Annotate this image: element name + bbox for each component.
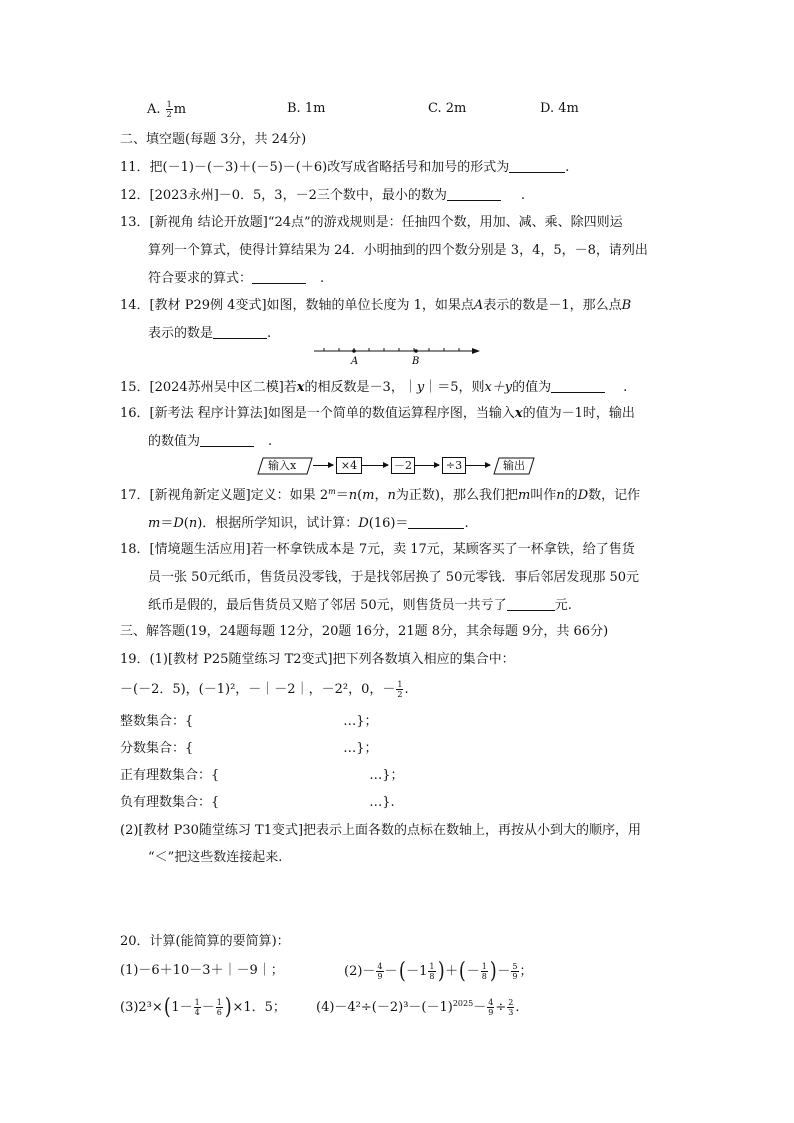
section-2-title: 二、填空题(每题 3分，共 24分) <box>120 132 307 147</box>
flow-arrow <box>415 465 439 466</box>
fraction: $\frac{5}{9}$ <box>512 962 518 981</box>
flow-step-subtract: －2 <box>391 457 415 474</box>
question-13-line-1: 13．[新视角 结论开放题]“24点”的游戏规则是：任抽四个数，用加、减、乘、除四则运 <box>120 215 623 230</box>
set-negative-rationals: 负有理数集合：{ …}. <box>120 795 395 810</box>
question-13-line-3: 符合要求的算式： . <box>148 271 325 286</box>
section-3-title: 三、解答题(19，24题每题 12分，20题 16分，21题 8分，其余每题 9分，共 66分) <box>120 624 609 639</box>
question-20-title: 20．计算(能简算的要简算)： <box>120 934 290 949</box>
question-18-line-3: 纸币是假的，最后售货员又赔了邻居 50元，则售货员一共亏了 元. <box>148 598 572 613</box>
set-fractions: 分数集合：{ …}； <box>120 741 378 756</box>
point-a-label: A <box>351 356 359 367</box>
flow-step-multiply: ×4 <box>336 457 362 474</box>
question-12: 12．[2023永州]－0．5，3，－2三个数中，最小的数为 . <box>120 188 525 203</box>
question-14-line-2: 表示的数是 . <box>148 326 272 341</box>
answer-blank[interactable] <box>447 186 501 201</box>
flow-step-divide: ÷3 <box>442 457 466 474</box>
answer-blank[interactable] <box>509 158 565 173</box>
question-20-1: (1)－6＋10－3＋｜－9｜； <box>120 963 284 978</box>
set-positive-rationals: 正有理数集合：{ …}； <box>120 768 404 783</box>
fraction: $\frac{1}{8}$ <box>481 962 487 981</box>
fraction: $\frac{2}{3}$ <box>508 998 514 1017</box>
question-20-3: (3)2³×(1－ $\frac{1}{4}$ － $\frac{1}{6}$ )×1．5； <box>120 994 286 1020</box>
flow-input-label: 输入x <box>268 459 297 472</box>
question-19-2-line-1: (2)[教材 P30随堂练习 T1变式]把表示上面各数的点标在数轴上，再按从小到大的顺序，用 <box>120 823 642 838</box>
fraction: $\frac{1}{4}$ <box>194 998 200 1017</box>
fraction: $\frac{1}{8}$ <box>429 962 435 981</box>
flow-arrow <box>362 465 388 466</box>
fraction: $\frac{1}{6}$ <box>216 998 222 1017</box>
question-20-4: $(4)-4^2\div(-2)^3-(-1)^{2025}-$ $\frac{4}{9}$ ÷ $\frac{2}{3}$ . <box>316 998 520 1017</box>
question-19-line-1: 19．(1)[教材 P25随堂练习 T2变式]把下列各数填入相应的集合中： <box>120 652 515 667</box>
fraction: $\frac{4}{9}$ <box>488 998 494 1017</box>
set-integers: 整数集合：{ …}； <box>120 714 378 729</box>
point-a <box>352 349 356 353</box>
answer-blank[interactable] <box>507 596 555 611</box>
question-18-line-2: 员一张 50元纸币，售货员没零钱，于是找邻居换了 50元零钱．事后邻居发现那 50元 <box>148 570 640 585</box>
question-19-numbers: －(－2．5)，(－1)²，－｜－2｜，－2²，0，－ $\frac{1}{2}$ . <box>120 680 409 699</box>
q10-option-c: C. 2m <box>428 101 467 116</box>
question-19-2-line-2: “＜”把这些数连接起来. <box>148 850 283 865</box>
question-16-line-2: 的数值为 . <box>148 434 273 449</box>
fraction: $\frac{4}{9}$ <box>377 962 383 981</box>
question-20-2: (2)－ $\frac{4}{9}$ －(－1 $\frac{1}{8}$ )＋(－ $\frac{1}{8}$ )－ $\frac{5}{9}$ ； <box>344 958 533 984</box>
q10-option-b: B. 1m <box>287 101 326 116</box>
flow-arrow <box>466 465 490 466</box>
answer-blank[interactable] <box>213 324 267 339</box>
answer-blank[interactable] <box>408 514 464 529</box>
question-18-line-1: 18．[情境题生活应用]若一杯拿铁成本是 7元，卖 17元，某顾客买了一杯拿铁，给了售货 <box>120 542 635 557</box>
answer-blank[interactable] <box>200 432 254 447</box>
answer-blank[interactable] <box>551 378 605 393</box>
question-17-line-2: m＝D(n)．根据所学知识，试计算：D(16)＝ . <box>148 516 469 531</box>
flow-output-label: 输出 <box>503 459 525 472</box>
point-b-label: B <box>412 356 420 367</box>
point-b <box>414 349 418 353</box>
q10-option-d: D. 4m <box>540 101 579 116</box>
number-line <box>312 343 482 367</box>
question-15: 15．[2024苏州吴中区二模]若x的相反数是－3，｜y｜＝5，则x＋y的值为 . <box>120 380 628 395</box>
answer-blank[interactable] <box>252 269 306 284</box>
question-16-line-1: 16．[新考法 程序计算法]如图是一个简单的数值运算程序图，当输入x的值为－1时，输出 <box>120 406 635 421</box>
q10-option-a: A. $\frac{1}{2}$ m <box>147 100 187 119</box>
question-17-line-1: 17．[新视角新定义题]定义：如果 $2^m=n(m$，n为正数)，那么我们把m叫作n的D数，记作 <box>120 487 641 503</box>
fraction: $\frac{1}{2}$ <box>166 100 172 119</box>
question-11: 11．把(－1)－(－3)＋(－5)－(＋6)改写成省略括号和加号的形式为 . <box>120 160 570 175</box>
question-14-line-1: 14．[教材 P29例 4变式]如图，数轴的单位长度为 1，如果点A表示的数是－1，那么点B <box>120 298 632 313</box>
fraction: $\frac{1}{2}$ <box>397 680 403 699</box>
flow-arrow <box>313 465 333 466</box>
question-13-line-2: 算列一个算式，使得计算结果为 24．小明抽到的四个数分别是 3，4，5，－8，请列出 <box>148 243 648 258</box>
